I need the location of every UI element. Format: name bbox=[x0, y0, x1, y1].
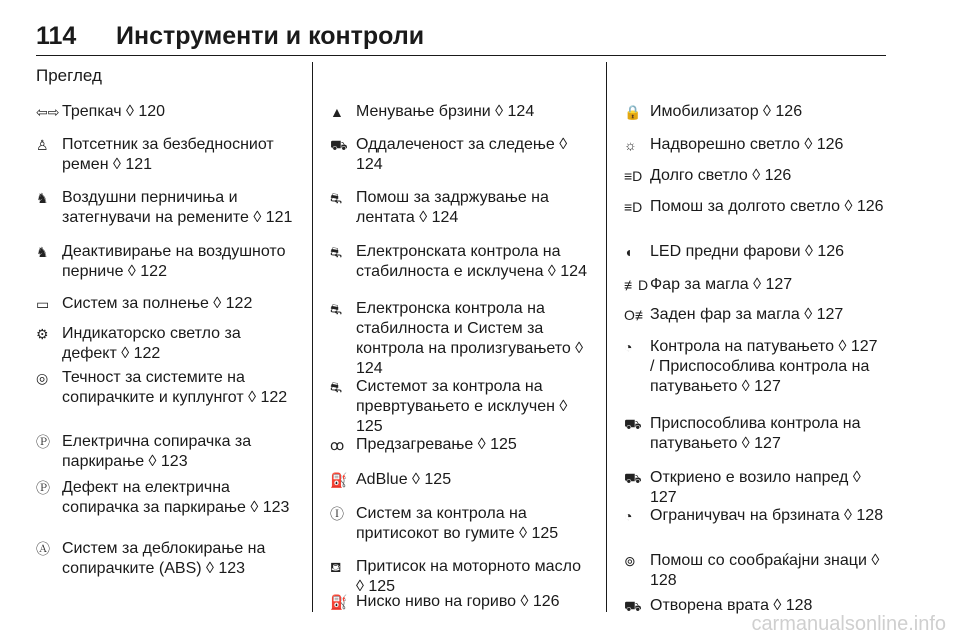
gear-shift-icon: ▲ bbox=[330, 104, 344, 120]
entry-text: Трепкач ◊ 120 bbox=[62, 103, 166, 120]
adaptive-cruise-icon: ⛟ bbox=[624, 416, 642, 432]
parking-brake-fault-icon: Ⓟ bbox=[36, 480, 50, 496]
preheating-icon: ꝏ bbox=[330, 437, 345, 453]
index-entry bbox=[330, 377, 592, 437]
index-entry bbox=[624, 551, 886, 591]
column-divider bbox=[312, 62, 313, 612]
index-entry bbox=[36, 368, 298, 408]
index-entry bbox=[330, 592, 592, 612]
speed-limiter-icon: ◔ bbox=[624, 508, 633, 524]
index-entry bbox=[36, 102, 298, 122]
index-entry bbox=[624, 305, 886, 325]
esc-off-icon: ⛐ bbox=[330, 244, 343, 260]
malfunction-indicator-icon: ⚙ bbox=[36, 326, 49, 342]
charging-system-icon: ▭ bbox=[36, 296, 50, 312]
airbag-deactivation-icon: ♞ bbox=[36, 244, 49, 260]
entry-text: LED предни фарови ◊ 126 bbox=[650, 243, 845, 260]
entry-text: Долго светло ◊ 126 bbox=[650, 167, 792, 184]
index-entry bbox=[36, 242, 298, 282]
entry-text: Дефект на електрична сопирачка за паркирање ◊ 123 bbox=[62, 479, 290, 516]
entry-text: Електрична сопирачка за паркирање ◊ 123 bbox=[62, 433, 252, 470]
index-entry bbox=[36, 135, 298, 175]
entry-text: Воздушни перничиња и затегнувачи на ремените ◊ 121 bbox=[62, 189, 293, 226]
entry-text: Откриено е возило напред ◊ 127 bbox=[650, 469, 861, 506]
index-entry bbox=[330, 102, 592, 122]
column-divider bbox=[606, 62, 607, 612]
entry-text: Помош за долгото светло ◊ 126 bbox=[650, 198, 884, 215]
index-entry bbox=[36, 478, 298, 518]
index-entry bbox=[36, 188, 298, 228]
entry-text: Течност за системите на сопирачките и куплунгот ◊ 122 bbox=[62, 369, 288, 406]
entry-text: Предзагревање ◊ 125 bbox=[356, 436, 517, 453]
oil-pressure-icon: ⛾ bbox=[330, 559, 342, 575]
index-entry bbox=[624, 275, 886, 295]
cruise-control-icon: ◔ bbox=[624, 339, 633, 355]
entry-text: Индикаторско светло за дефект ◊ 122 bbox=[62, 325, 241, 362]
seatbelt-reminder-icon: ♙ bbox=[36, 137, 49, 153]
index-entry bbox=[624, 166, 886, 186]
index-entry bbox=[624, 414, 886, 454]
immobilizer-icon: 🔒 bbox=[624, 104, 642, 120]
index-entry bbox=[330, 188, 592, 228]
index-entry bbox=[36, 432, 298, 472]
entry-text: Систем за полнење ◊ 122 bbox=[62, 295, 253, 312]
rear-fog-light-icon: O≢ bbox=[624, 307, 649, 323]
index-entry bbox=[330, 299, 592, 379]
esc-traction-icon: ⛐ bbox=[330, 301, 343, 317]
high-beam-assist-icon: ≡D bbox=[624, 199, 643, 215]
index-entry bbox=[36, 294, 298, 314]
turn-signal-icon: ⇦⇨ bbox=[36, 104, 60, 120]
entry-text: Електронската контрола на стабилноста е исклучена ◊ 124 bbox=[356, 243, 587, 280]
led-headlight-icon: ◖ bbox=[624, 244, 633, 260]
fuel-low-icon: ⛽ bbox=[330, 594, 348, 610]
entry-text: Системот за контрола на превртувањето е исклучен ◊ 125 bbox=[356, 378, 568, 435]
door-open-icon: ⛟ bbox=[624, 598, 642, 614]
following-distance-icon: ⛟ bbox=[330, 137, 348, 153]
index-entry bbox=[624, 337, 886, 397]
index-entry bbox=[330, 135, 592, 175]
entry-text: Отворена врата ◊ 128 bbox=[650, 597, 813, 614]
entry-text: Фар за магла ◊ 127 bbox=[650, 276, 793, 293]
entry-text: Систем за контрола на притисокот во гумите ◊ 125 bbox=[356, 505, 559, 542]
page-number: 114 bbox=[36, 22, 77, 50]
index-entry bbox=[624, 242, 886, 262]
watermark: carmanualsonline.info bbox=[751, 613, 946, 635]
exterior-light-icon: ☼ bbox=[624, 137, 637, 153]
traffic-sign-assist-icon: ⊚ bbox=[624, 553, 636, 569]
page-title: Инструменти и контроли bbox=[116, 22, 425, 50]
tire-pressure-icon: Ⓘ bbox=[330, 506, 344, 522]
index-entry bbox=[624, 102, 886, 122]
index-entry bbox=[624, 197, 886, 217]
entry-text: Оддалеченост за следење ◊ 124 bbox=[356, 136, 568, 173]
index-entry bbox=[330, 504, 592, 544]
entry-text: Деактивирање на воздушното перниче ◊ 122 bbox=[62, 243, 286, 280]
index-entry bbox=[624, 506, 886, 526]
index-entry bbox=[36, 539, 298, 579]
entry-text: AdBlue ◊ 125 bbox=[356, 471, 452, 488]
high-beam-icon: ≡D bbox=[624, 168, 643, 184]
entry-text: Притисок на моторното масло ◊ 125 bbox=[356, 558, 581, 595]
entry-text: Заден фар за магла ◊ 127 bbox=[650, 306, 844, 323]
index-entry bbox=[330, 435, 592, 455]
entry-text: Ниско ниво на гориво ◊ 126 bbox=[356, 593, 560, 610]
brake-fluid-icon: ◎ bbox=[36, 370, 49, 386]
index-entry bbox=[330, 557, 592, 597]
index-entry bbox=[330, 242, 592, 282]
abs-icon: Ⓐ bbox=[36, 541, 50, 557]
fog-light-icon: ≢D bbox=[624, 277, 649, 293]
entry-text: Надворешно светло ◊ 126 bbox=[650, 136, 844, 153]
airbag-icon: ♞ bbox=[36, 190, 49, 206]
entry-text: Електронска контрола на стабилноста и Систем за контрола на пролизгувањето ◊ 124 bbox=[356, 300, 584, 377]
entry-text: Помош за задржување на лентата ◊ 124 bbox=[356, 189, 549, 226]
rollover-off-icon: ⛐ bbox=[330, 379, 343, 395]
section-title: Преглед bbox=[36, 66, 102, 85]
index-entry bbox=[624, 468, 886, 508]
entry-text: Потсетник за безбедносниот ремен ◊ 121 bbox=[62, 136, 274, 173]
adblue-icon: ⛽ bbox=[330, 472, 348, 488]
index-entry bbox=[36, 324, 298, 364]
entry-text: Имобилизатор ◊ 126 bbox=[650, 103, 803, 120]
header-rule bbox=[36, 55, 886, 56]
electric-parking-brake-icon: Ⓟ bbox=[36, 434, 50, 450]
entry-text: Приспособлива контрола на патувањето ◊ 127 bbox=[650, 415, 861, 452]
entry-text: Контрола на патувањето ◊ 127 / Приспособлива контрола на патувањето ◊ 127 bbox=[650, 338, 878, 395]
vehicle-detected-icon: ⛟ bbox=[624, 470, 642, 486]
entry-text: Ограничувач на брзината ◊ 128 bbox=[650, 507, 884, 524]
lane-keep-assist-icon: ⛐ bbox=[330, 190, 343, 206]
entry-text: Помош со сообраќајни знаци ◊ 128 bbox=[650, 552, 880, 589]
index-entry bbox=[624, 135, 886, 155]
index-entry bbox=[330, 470, 592, 490]
entry-text: Систем за деблокирање на сопирачките (ABS) ◊ 123 bbox=[62, 540, 266, 577]
entry-text: Менување брзини ◊ 124 bbox=[356, 103, 535, 120]
